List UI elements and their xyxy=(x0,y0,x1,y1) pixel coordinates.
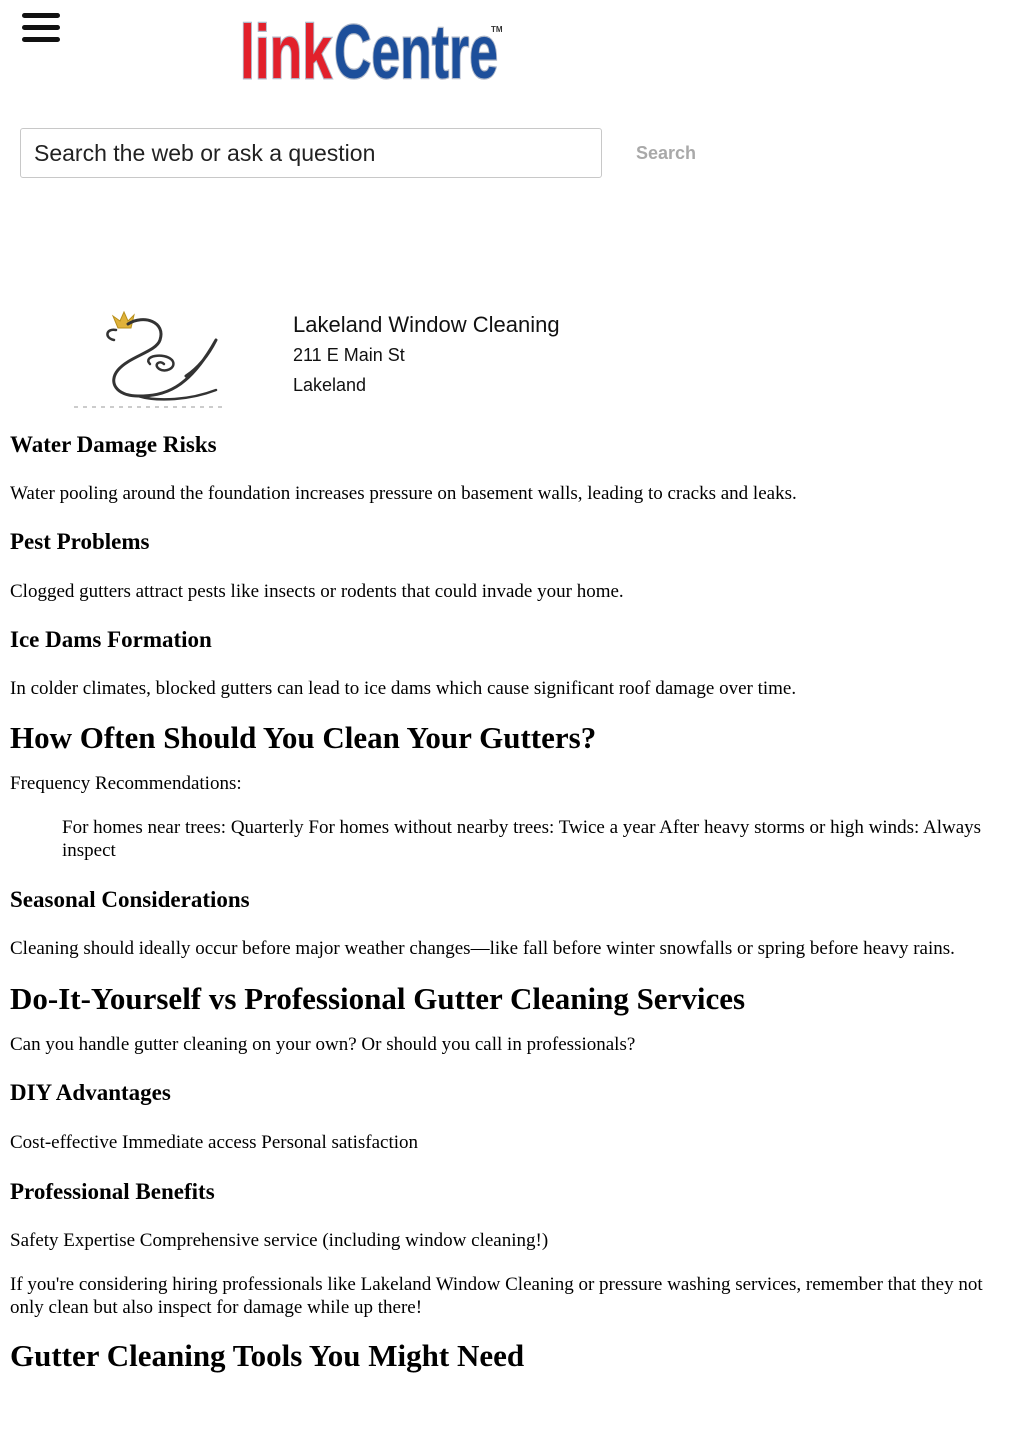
paragraph-frequency: Frequency Recommendations: xyxy=(10,773,242,794)
paragraph-hiring-professionals: If you're considering hiring professionals like Lakeland Window Cleaning or pressure washing services, remember that they not only clean but also inspect for damage while up there! xyxy=(10,1274,983,1318)
swan-logo xyxy=(68,306,232,408)
paragraph-ice-dams: In colder climates, blocked gutters can lead to ice dams which cause significant roof damage over time. xyxy=(10,678,797,699)
article-content xyxy=(10,425,1004,1376)
heading-ice-dams: Ice Dams Formation xyxy=(10,627,212,652)
heading-diy-advantages: DIY Advantages xyxy=(10,1080,171,1105)
search-button[interactable]: Search xyxy=(620,132,712,174)
heading-tools: Gutter Cleaning Tools You Might Need xyxy=(10,1338,525,1373)
logo-link-text: link xyxy=(240,10,333,88)
linkcentre-logo[interactable] xyxy=(238,6,508,88)
logo-trademark: TM xyxy=(491,25,503,34)
business-name[interactable]: Lakeland Window Cleaning xyxy=(293,312,560,337)
heading-pest-problems: Pest Problems xyxy=(10,529,150,554)
paragraph-diy-vs-pro: Can you handle gutter cleaning on your own? Or should you call in professionals? xyxy=(10,1034,636,1055)
paragraph-professional-benefits: Safety Expertise Comprehensive service (including window cleaning!) xyxy=(10,1230,549,1251)
business-city: Lakeland xyxy=(293,375,367,395)
logo-centre-text: Centre xyxy=(334,10,498,88)
business-address: 211 E Main St xyxy=(293,345,405,365)
heading-seasonal: Seasonal Considerations xyxy=(10,887,250,912)
paragraph-water-damage: Water pooling around the foundation increases pressure on basement walls, leading to cracks and leaks. xyxy=(10,483,797,504)
heading-diy-vs-pro: Do-It-Yourself vs Professional Gutter Cleaning Services xyxy=(10,981,746,1016)
heading-professional-benefits: Professional Benefits xyxy=(10,1179,215,1204)
menu-icon[interactable] xyxy=(22,13,60,43)
heading-how-often: How Often Should You Clean Your Gutters? xyxy=(10,720,597,755)
business-info xyxy=(293,310,560,400)
paragraph-diy-advantages: Cost-effective Immediate access Personal satisfaction xyxy=(10,1132,418,1153)
search-input[interactable] xyxy=(20,128,602,178)
frequency-recommendations: For homes near trees: Quarterly For homes without nearby trees: Twice a year After heavy storms or high winds: Always inspect xyxy=(62,817,982,861)
heading-water-damage: Water Damage Risks xyxy=(10,432,217,457)
paragraph-pest-problems: Clogged gutters attract pests like insects or rodents that could invade your home. xyxy=(10,581,624,602)
paragraph-seasonal: Cleaning should ideally occur before major weather changes—like fall before winter snowfalls or spring before heavy rains. xyxy=(10,938,955,959)
